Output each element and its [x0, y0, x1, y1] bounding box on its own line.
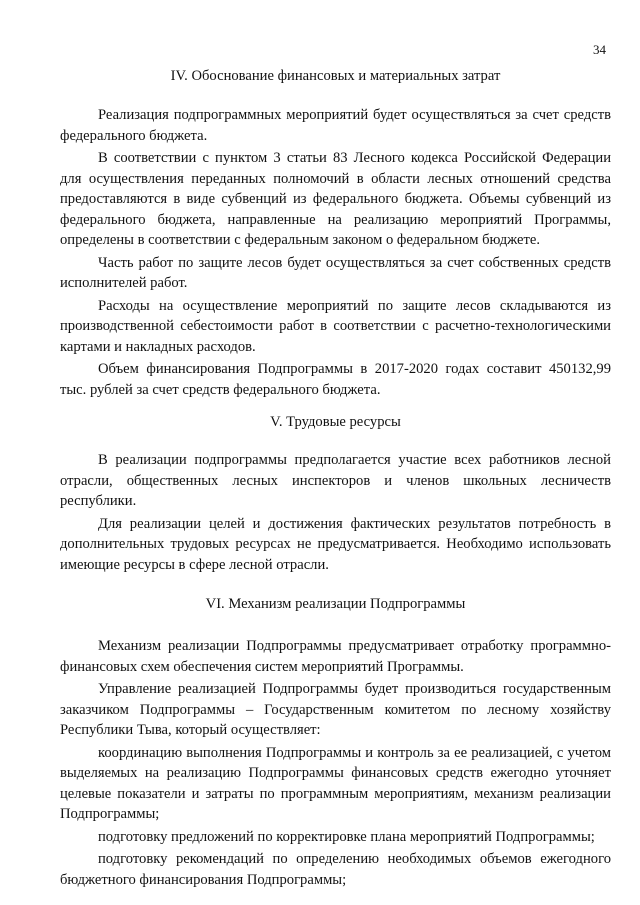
section-title-financing: IV. Обоснование финансовых и материальных затрат — [170, 68, 501, 84]
paragraph: Для реализации целей и достижения фактических результатов потребность в дополнительных трудовых ресурсах не предусматривается. Необходимо использовать имеющие ресурсы в сфере лесной отрасли. — [60, 515, 611, 573]
paragraph: Механизм реализации Подпрограммы предусматривает отработку программно-финансовых схем обеспечения систем мероприятий Программы. — [60, 638, 611, 675]
document-content — [60, 66, 611, 892]
paragraph: Часть работ по защите лесов будет осуществляться за счет собственных средств исполнителей работ. — [60, 254, 611, 291]
section-title-labor-resources: V. Трудовые ресурсы — [270, 414, 401, 430]
paragraph: В соответствии с пунктом 3 статьи 83 Лесного кодекса Российской Федерации для осуществления переданных полномочий в области лесных отношений средства предоставляются в виде субвенций из федерального бюджета. Объемы субвенций из федерального бюджета, направленные на реализацию мероприятий Программы, определены в соответствии с федеральным законом о федеральном бюджете. — [60, 150, 611, 248]
section-title-implementation-mechanism: VI. Механизм реализации Подпрограммы — [205, 596, 466, 612]
paragraph: Расходы на осуществление мероприятий по защите лесов складываются из производственной себестоимости работ в соответствии с расчетно-технологическими картами и накладных расходов. — [60, 297, 611, 355]
paragraph: Объем финансирования Подпрограммы в 2017-2020 годах составит 450132,99 тыс. рублей за счет средств федерального бюджета. — [60, 361, 611, 398]
paragraph: В реализации подпрограммы предполагается участие всех работников лесной отрасли, общественных лесных инспекторов и членов школьных лесничеств республики. — [60, 452, 611, 509]
paragraph: подготовку рекомендаций по определению необходимых объемов ежегодного бюджетного финансирования Подпрограммы; — [60, 851, 611, 888]
paragraph: Реализация подпрограммных мероприятий будет осуществляться за счет средств федерального бюджета. — [60, 107, 611, 144]
paragraph: координацию выполнения Подпрограммы и контроль за ее реализацией, с учетом выделяемых на реализацию Подпрограммы финансовых средств ежегодно уточняет целевые показатели и затраты по программным мероприятиям, механизм реализации Подпрограммы; — [60, 744, 611, 822]
page-number: 34 — [593, 42, 606, 57]
paragraph: подготовку предложений по корректировке плана мероприятий Подпрограммы; — [98, 828, 595, 845]
paragraph: Управление реализацией Подпрограммы будет производиться государственным заказчиком Подпрограммы – Государственным комитетом по лесному хозяйству Республики Тыва, который осуществляет: — [60, 681, 611, 738]
